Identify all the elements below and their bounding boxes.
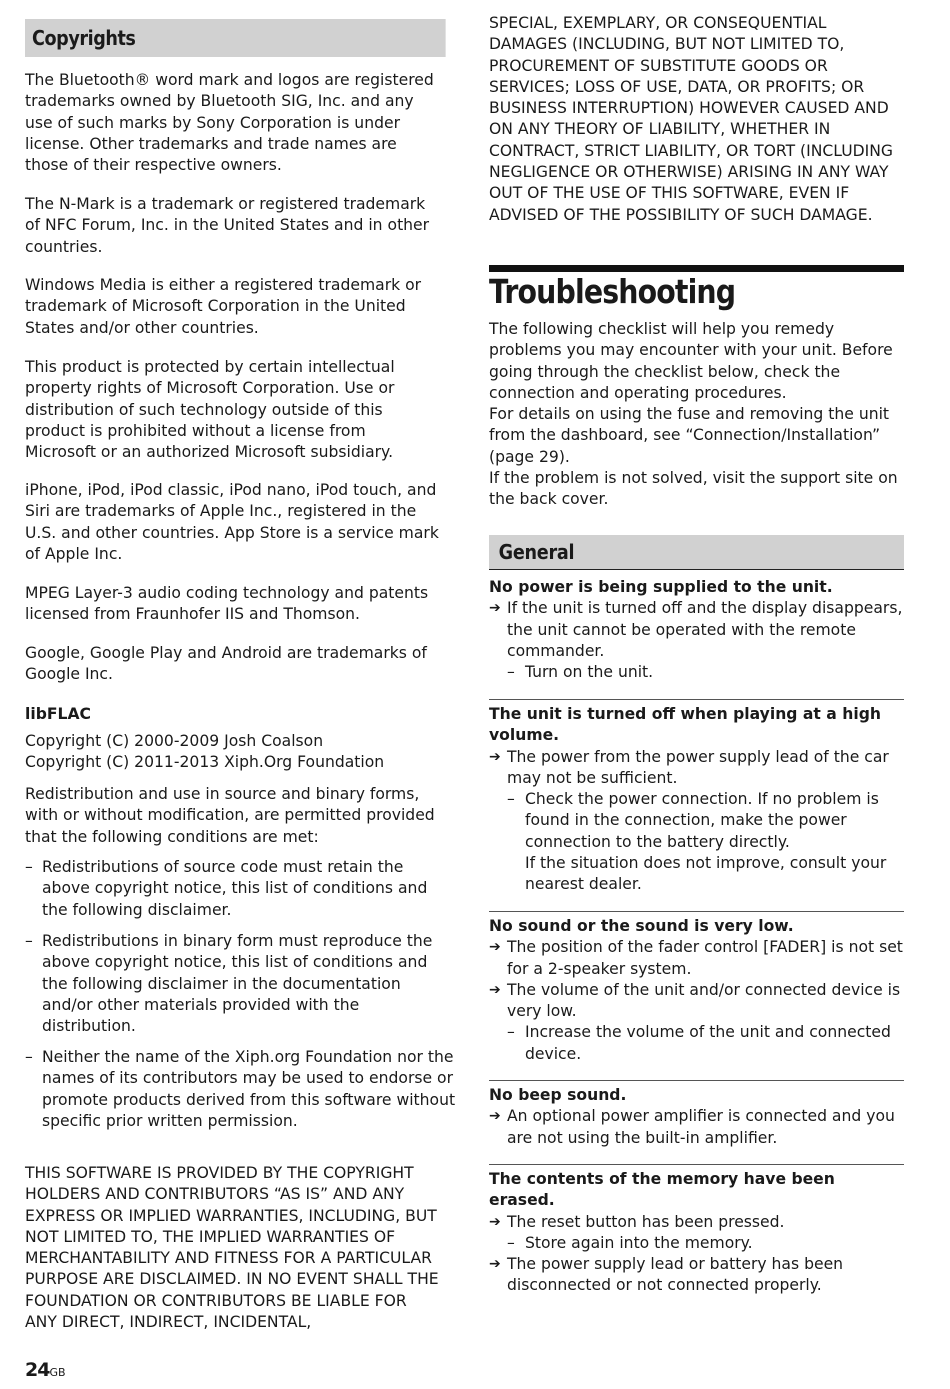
issue-title: The contents of the memory have been erased. — [489, 1170, 835, 1210]
cause-item: ➔ The position of the fader control [FADER] is not set for a 2-speaker system. — [489, 938, 903, 978]
arrow-right-icon: ➔ — [489, 1213, 501, 1230]
condition-item-3: – Neither the name of the Xiph.org Foundation nor the names of its contributors may be used to endorse or promote products derived from this software without specific prior written permission. — [25, 1048, 456, 1130]
remedy-item: – Store again into the memory. — [489, 1233, 904, 1254]
dash-icon: – — [25, 1048, 33, 1066]
dash-icon: – — [25, 858, 33, 876]
divider — [489, 1080, 904, 1081]
troubleshooting-heading: Troubleshooting — [489, 272, 736, 311]
windows-media-paragraph: Windows Media is either a registered trademark or trademark of Microsoft Corporation in the United States and/or other countries. — [25, 276, 422, 337]
nmark-paragraph: The N-Mark is a trademark or registered trademark of NFC Forum, Inc. in the United States and in other countries. — [25, 195, 430, 256]
issue-no-beep — [489, 1085, 904, 1149]
cause-item: ➔ An optional power amplifier is connected and you are not using the built-in amplifier. — [489, 1107, 895, 1147]
remedy-item: – Check the power connection. If no problem is found in the connection, make the power connection to the battery directly. — [507, 790, 879, 851]
bluetooth-paragraph: The Bluetooth® word mark and logos are registered trademarks owned by Bluetooth SIG, Inc. and any use of such marks by Sony Corporation is under license. Other trademarks and trade names are those of their respective owners. — [25, 71, 434, 175]
page-number: 24GB — [25, 1359, 66, 1381]
libflac-title: libFLAC — [25, 705, 91, 723]
dash-icon: – — [507, 1023, 515, 1042]
disclaimer-paragraph-part1: THIS SOFTWARE IS PROVIDED BY THE COPYRIGHT HOLDERS AND CONTRIBUTORS “AS IS” AND ANY EXPRESS OR IMPLIED WARRANTIES, INCLUDING, BUT NOT LIMITED TO, THE IMPLIED WARRANTIES OF MERCHANTABILITY AND FITNESS FOR A PARTICULAR PURPOSE ARE DISCLAIMED. IN NO EVENT SHALL THE FOUNDATION OR CONTRIBUTORS BE LIABLE FOR ANY DIRECT, INDIRECT, INCIDENTAL, — [25, 1164, 439, 1332]
copyright-line-1: Copyright (C) 2000-2009 Josh Coalson — [25, 732, 324, 750]
dash-icon: – — [507, 663, 515, 682]
google-paragraph: Google, Google Play and Android are trademarks of Google Inc. — [25, 644, 427, 684]
copyright-line-2: Copyright (C) 2011-2013 Xiph.Org Foundation — [25, 753, 385, 771]
intro-paragraph: The following checklist will help you remedy problems you may encounter with your unit. Before going through the checklist below, check the connection and operating procedures. — [489, 320, 893, 402]
remedy-continuation: If the situation does not improve, consult your nearest dealer. — [525, 854, 887, 894]
fuse-paragraph: For details on using the fuse and removing the unit from the dashboard, see “Connection/Installation” (page 29). — [489, 405, 890, 466]
arrow-right-icon: ➔ — [489, 939, 501, 956]
divider — [489, 1164, 904, 1165]
cause-item: ➔ If the unit is turned off and the display disappears, the unit cannot be operated with the remote commander. — [489, 599, 903, 660]
condition-item-1: – Redistributions of source code must retain the above copyright notice, this list of conditions and the following disclaimer. — [25, 858, 428, 919]
remedy-item: – Turn on the unit. — [489, 662, 904, 683]
cause-item: ➔ The power supply lead or battery has been disconnected or not connected properly. — [489, 1255, 844, 1295]
dash-icon: – — [25, 932, 33, 950]
mpeg-paragraph: MPEG Layer-3 audio coding technology and patents licensed from Fraunhofer IIS and Thomson. — [25, 584, 429, 624]
redistribution-paragraph: Redistribution and use in source and binary forms, with or without modification, are permitted provided that the following conditions are met: — [25, 785, 435, 846]
divider — [489, 911, 904, 912]
page-suffix: GB — [49, 1366, 66, 1379]
dash-icon: – — [507, 1233, 515, 1252]
microsoft-ip-paragraph: This product is protected by certain intellectual property rights of Microsoft Corporation. Use or distribution of such technology outside of this product is prohibited without a license from Microsoft or an authorized Microsoft subsidiary. — [25, 358, 395, 462]
apple-paragraph: iPhone, iPod, iPod classic, iPod nano, iPod touch, and Siri are trademarks of Apple Inc., registered in the U.S. and other countries. App Store is a service mark of Apple Inc. — [25, 481, 439, 563]
issue-no-sound — [489, 916, 904, 1065]
cause-item: ➔ The power from the power supply lead of the car may not be sufficient. — [489, 747, 889, 787]
troubleshooting-rule — [489, 265, 904, 272]
issue-title: The unit is turned off when playing at a high volume. — [489, 705, 881, 745]
arrow-right-icon: ➔ — [489, 748, 501, 765]
remedy-item: – Increase the volume of the unit and connected device. — [507, 1023, 891, 1063]
condition-item-2: – Redistributions in binary form must reproduce the above copyright notice, this list of conditions and the following disclaimer in the documentation and/or other materials provided with the distribution. — [25, 932, 433, 1036]
issue-turned-off-high-volume — [489, 704, 904, 896]
issue-title: No power is being supplied to the unit. — [489, 578, 833, 596]
general-heading: General — [489, 535, 904, 570]
arrow-right-icon: ➔ — [489, 600, 501, 617]
issue-title: No sound or the sound is very low. — [489, 917, 794, 935]
copyrights-heading: Copyrights — [25, 19, 439, 57]
arrow-right-icon: ➔ — [489, 1108, 501, 1125]
cause-item: ➔ The reset button has been pressed. — [489, 1212, 904, 1233]
cause-item: ➔ The volume of the unit and/or connected device is very low. — [489, 980, 901, 1021]
support-paragraph: If the problem is not solved, visit the support site on the back cover. — [489, 469, 898, 509]
divider — [489, 699, 904, 700]
arrow-right-icon: ➔ — [489, 1256, 501, 1273]
issue-no-power — [489, 577, 904, 683]
arrow-right-icon: ➔ — [489, 981, 501, 998]
disclaimer-paragraph-part2: SPECIAL, EXEMPLARY, OR CONSEQUENTIAL DAMAGES (INCLUDING, BUT NOT LIMITED TO, PROCUREMENT OF SUBSTITUTE GOODS OR SERVICES; LOSS OF USE, DATA, OR PROFITS; OR BUSINESS INTERRUPTION) HOWEVER CAUSED AND ON ANY THEORY OF LIABILITY, WHETHER IN CONTRACT, STRICT LIABILITY, OR TORT (INCLUDING NEGLIGENCE OR OTHERWISE) ARISING IN ANY WAY OUT OF THE USE OF THIS SOFTWARE, EVEN IF ADVISED OF THE POSSIBILITY OF SUCH DAMAGE. — [489, 14, 893, 224]
issue-title: No beep sound. — [489, 1086, 627, 1104]
dash-icon: – — [507, 790, 515, 809]
issue-memory-erased — [489, 1169, 904, 1297]
